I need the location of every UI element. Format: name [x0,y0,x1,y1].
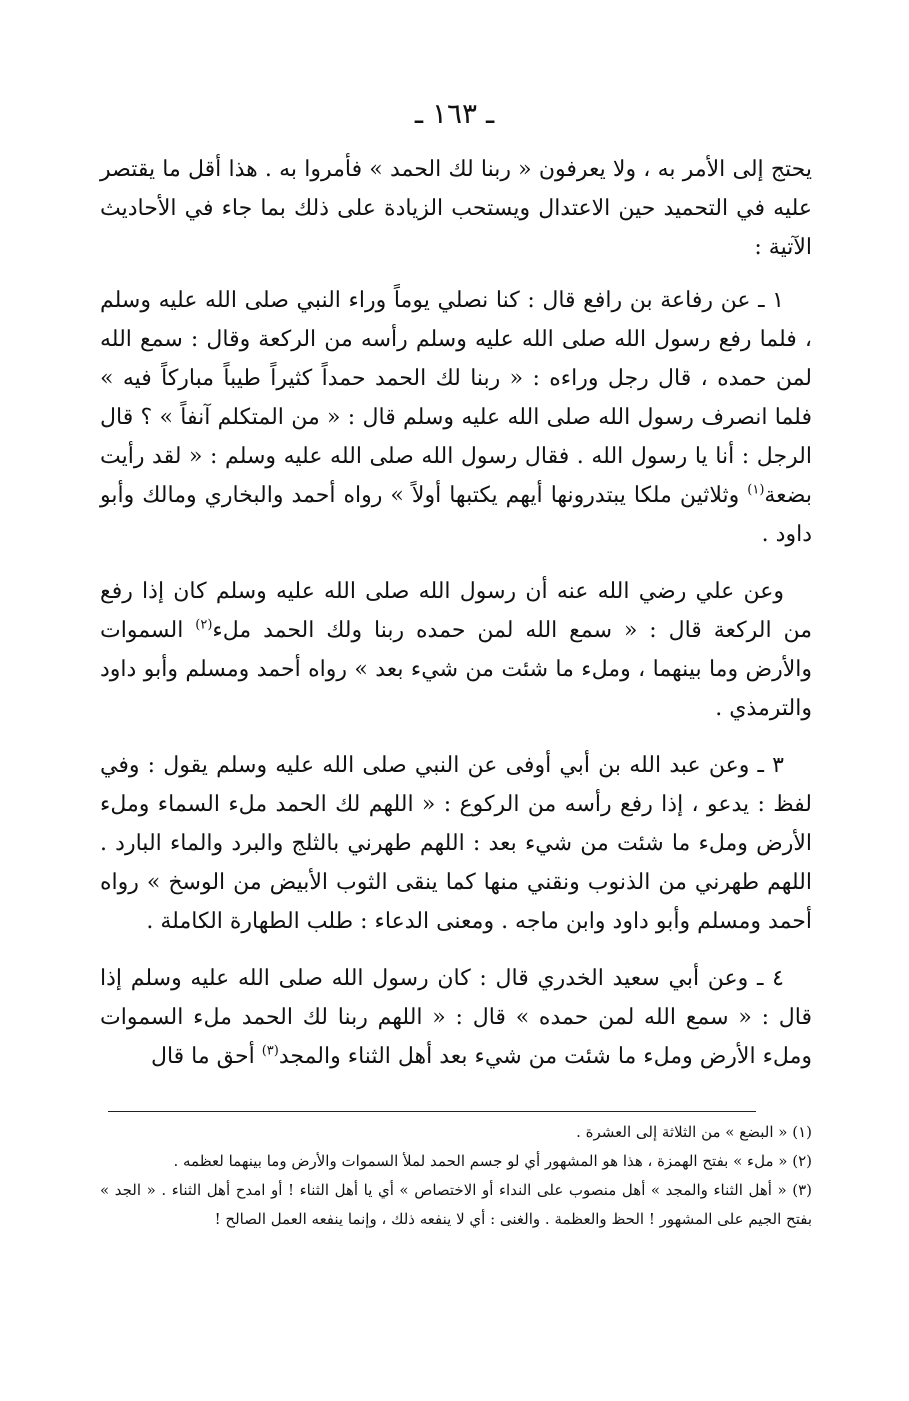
paragraph-hadith-1 [100,281,812,554]
footnote-2: (٢) « ملء » بفتح الهمزة ، هذا هو المشهور أي لو جسم الحمد لملأ السموات والأرض وما بينهما لعظمه . [173,1152,812,1170]
paragraph-hadith-2-tail: السموات والأرض وما بينهما ، وملء ما شئت من شيء بعد » رواه أحمد ومسلم وأبو داود والترمذي . [100,618,812,721]
footnote-divider [108,1111,756,1112]
footnote-3: (٣) « أهل الثناء والمجد » أهل منصوب على النداء أو الاختصاص » أي يا أهل الثناء ! أو امدح أهل الثناء . « الجد » بفتح الجيم على المشهور ! الحظ والعظمة . والغنى : أي لا ينفعه ذلك ، وإنما ينفعه العمل الصالح ! [100,1181,812,1228]
paragraph-hadith-3: ٣ ـ وعن عبد الله بن أبي أوفى عن النبي صلى الله عليه وسلم يقول : وفي لفظ : يدعو ، إذا رفع رأسه من الركوع : « اللهم لك الحمد ملء السماء وملء الأرض وملء ما شئت من شيء بعد : اللهم طهرني بالثلج والبرد والماء البارد . اللهم طهرني من الذنوب ونقني منها كما ينقى الثوب الأبيض من الوسخ » رواه أحمد ومسلم وأبو داود وابن ماجه . ومعنى الدعاء : طلب الطهارة الكاملة . [100,753,812,934]
paragraph-hadith-1-text: ١ ـ عن رفاعة بن رافع قال : كنا نصلي يوماً وراء النبي صلى الله عليه وسلم ، فلما رفع رسول الله صلى الله عليه وسلم رأسه من الركعة وقال : سمع الله لمن حمده ، قال رجل وراءه : « ربنا لك الحمد حمداً كثيراً طيباً مباركاً فيه » فلما انصرف رسول الله صلى الله عليه وسلم قال : « من المتكلم آنفاً » ؟ قال الرجل : أنا يا رسول الله . فقال رسول الله صلى الله عليه وسلم : « لقد رأيت بضعة [100,288,813,508]
footnote-ref-3: (٣) [261,1043,279,1059]
footnote-1: (١) « البضع » من الثلاثة إلى العشرة . [576,1123,812,1141]
footnote-ref-2: (٢) [195,617,213,633]
paragraph-hadith-2 [100,572,812,728]
footnote-ref-1: (١) [747,482,765,498]
paragraph-hadith-4-text: ٤ ـ وعن أبي سعيد الخدري قال : كان رسول الله صلى الله عليه وسلم إذا قال : « سمع الله لمن حمده » قال : « اللهم ربنا لك الحمد ملء السموات وملء الأرض وملء ما شئت من شيء بعد أهل الثناء والمجد [100,966,812,1069]
paragraph-intro: يحتج إلى الأمر به ، ولا يعرفون « ربنا لك الحمد » فأمروا به . هذا أقل ما يقتصر عليه في التحميد حين الاعتدال ويستحب الزيادة على ذلك بما جاء في الأحاديث الآتية : [100,157,812,260]
paragraph-hadith-4 [100,959,812,1076]
paragraph-hadith-2-text: وعن علي رضي الله عنه أن رسول الله صلى الله عليه وسلم كان إذا رفع من الركعة قال : « سمع الله لمن حمده ربنا ولك الحمد ملء [100,579,812,643]
footnotes [100,1118,812,1234]
paragraph-hadith-4-tail: أحق ما قال [150,1044,262,1069]
page-number: ـ ١٦٣ ـ [414,97,495,130]
main-text [100,150,812,1094]
paragraph-hadith-1-tail: وثلاثين ملكا يبتدرونها أيهم يكتبها أولاً » رواه أحمد والبخاري ومالك وأبو داود . [100,483,812,547]
